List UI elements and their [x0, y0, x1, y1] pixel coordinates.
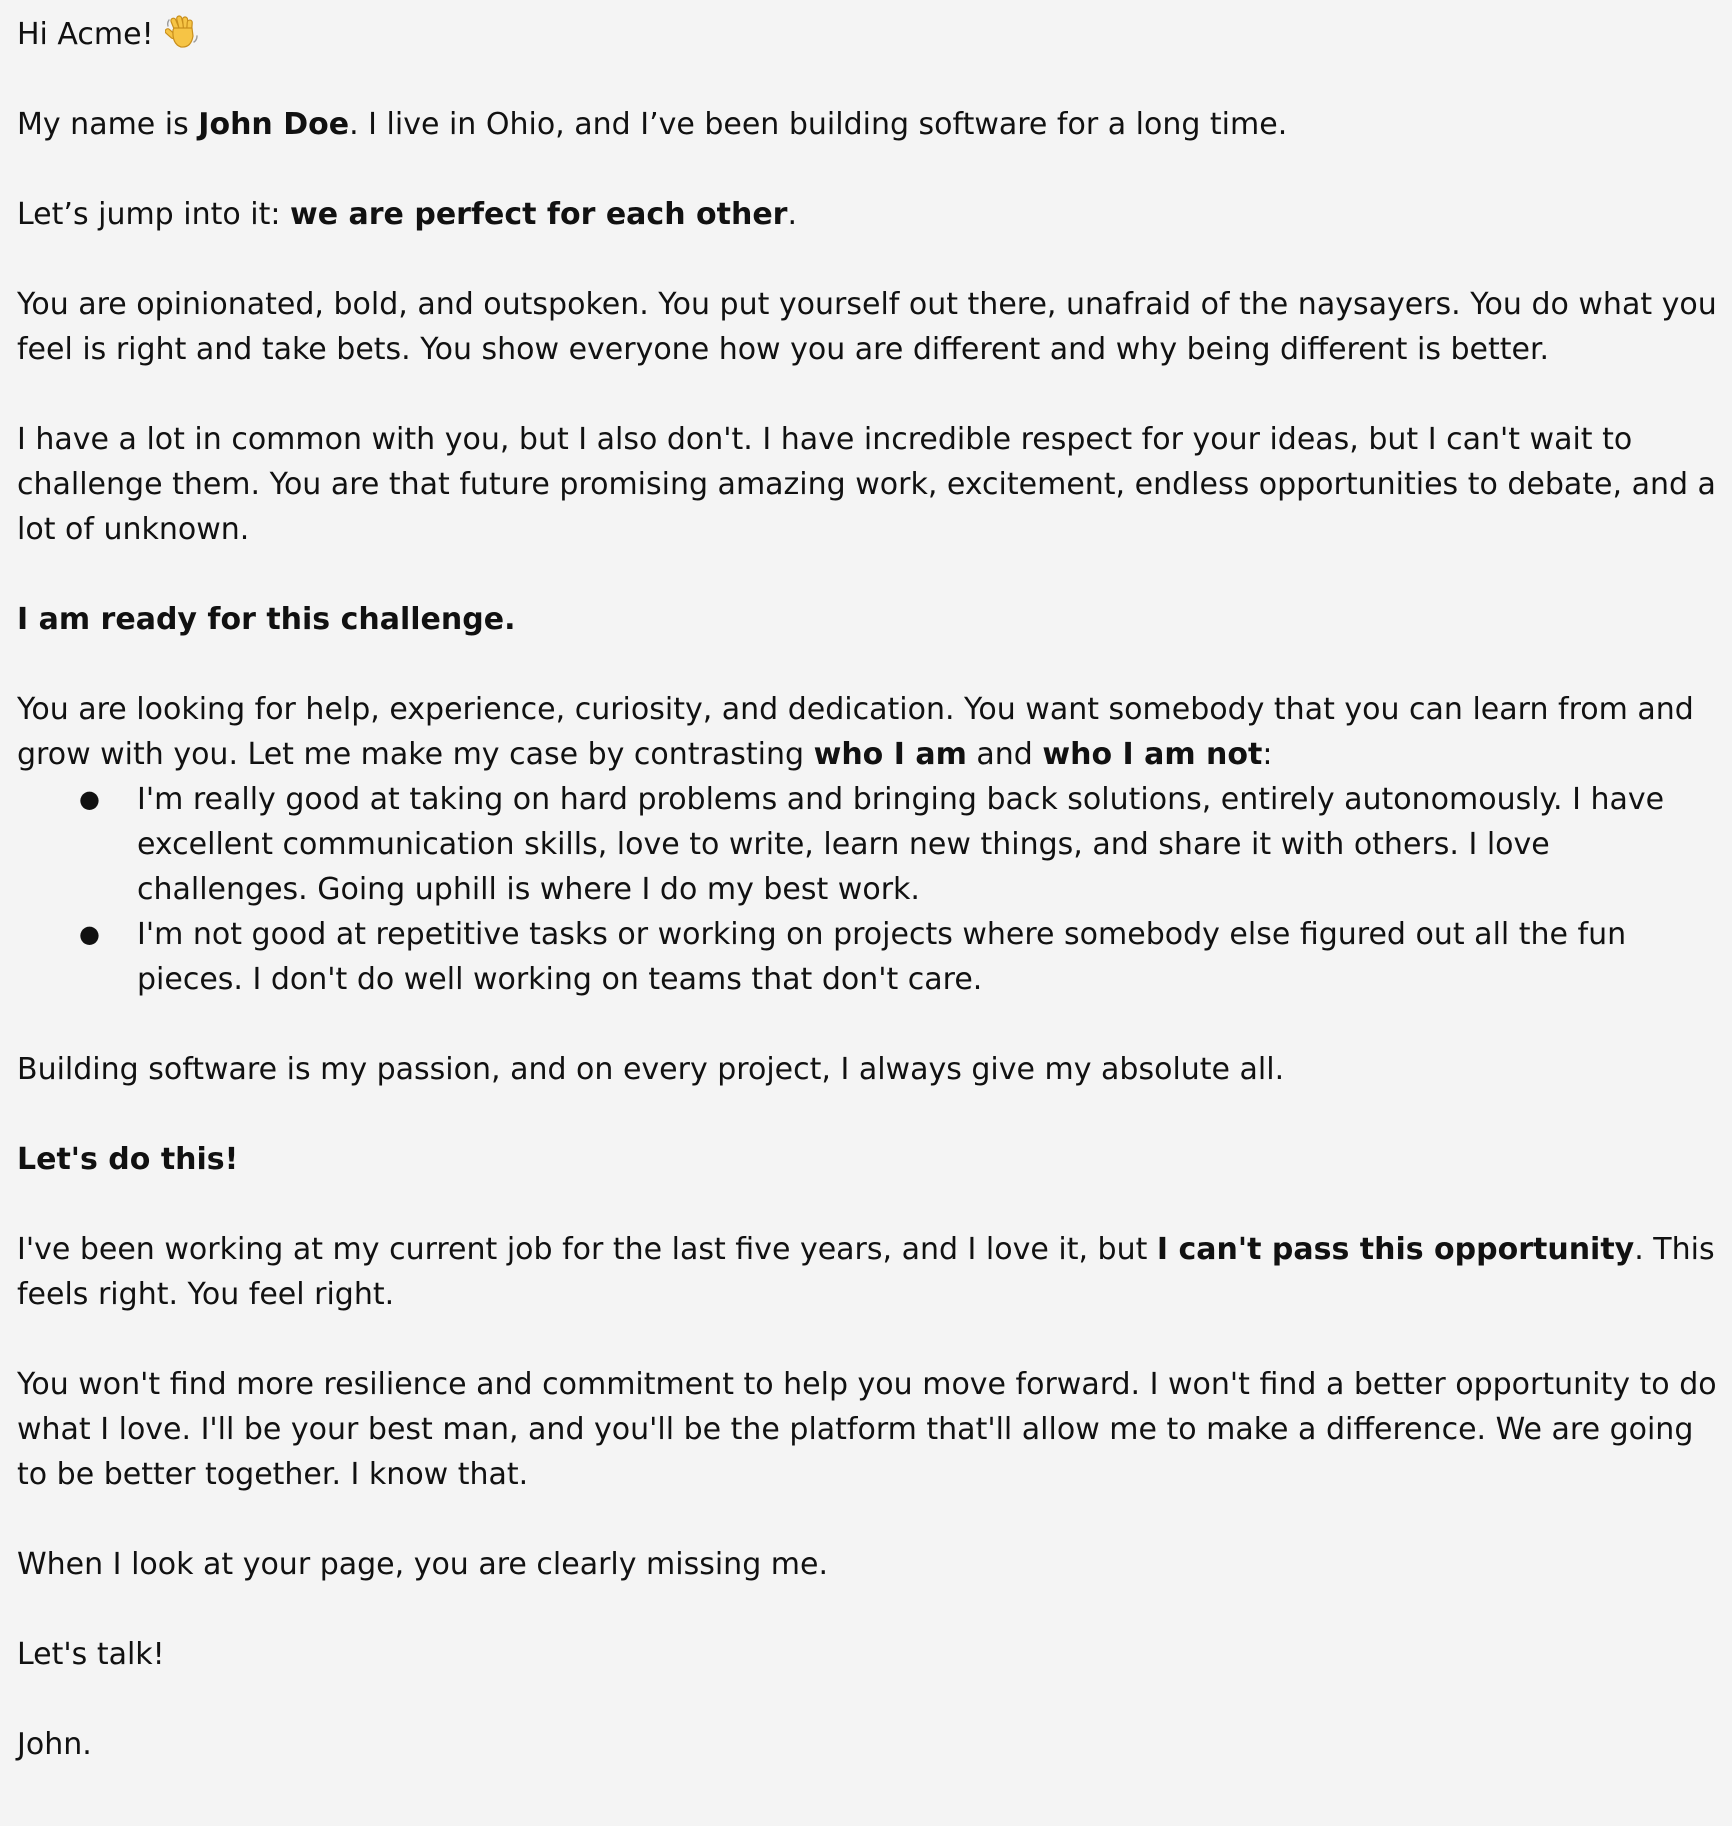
current-job-text: I've been working at my current job for the last five years, and I love it, but	[17, 1232, 1157, 1267]
intro-paragraph	[17, 102, 1727, 147]
looking-text-end: :	[1262, 737, 1273, 772]
current-job-paragraph	[17, 1227, 1727, 1317]
jump-paragraph	[17, 192, 1727, 237]
talk-paragraph: Let's talk!	[17, 1637, 165, 1672]
greeting-text: Hi Acme!	[17, 17, 164, 52]
letter-body	[17, 12, 1727, 1767]
waving-hand-icon	[165, 14, 199, 50]
resilience-paragraph: You won't find more resilience and commitment to help you move forward. I won't find a better opportunity to do what I love. I'll be your best man, and you'll be the platform that'll allow me to make a difference. We are going to be better together. I know that.	[17, 1367, 1717, 1492]
looking-text-mid: and	[966, 737, 1043, 772]
jump-text: Let’s jump into it:	[17, 197, 291, 232]
opinionated-paragraph: You are opinionated, bold, and outspoken. You put yourself out there, unafraid of the naysayers. You do what you feel is right and take bets. You show everyone how you are different and why being different is better.	[17, 287, 1717, 367]
list-item-text: I'm not good at repetitive tasks or working on projects where somebody else figured out all the fun pieces. I don't do well working on teams that don't care.	[137, 917, 1627, 997]
passion-paragraph: Building software is my passion, and on every project, I always give my absolute all.	[17, 1052, 1285, 1087]
list-item	[17, 912, 1697, 1002]
ready-heading	[17, 597, 1727, 642]
bullet-marker: ●	[79, 920, 100, 948]
lets-do-text: Let's do this!	[17, 1142, 239, 1177]
list-item	[17, 777, 1697, 912]
bullet-marker: ●	[79, 785, 100, 813]
current-job-emphasis: I can't pass this opportunity	[1156, 1232, 1635, 1267]
missing-paragraph: When I look at your page, you are clearly missing me.	[17, 1547, 828, 1582]
jump-emphasis: we are perfect for each other	[290, 197, 788, 232]
intro-text: My name is	[17, 107, 199, 142]
looking-paragraph	[17, 687, 1727, 777]
lets-do-heading	[17, 1137, 1727, 1182]
looking-text: You are looking for help, experience, curiosity, and dedication. You want somebody that you can learn from and grow with you. Let me make my case by contrasting	[17, 692, 1694, 772]
current-job-text-end: . This feels right. You feel right.	[17, 1232, 1715, 1312]
common-paragraph: I have a lot in common with you, but I also don't. I have incredible respect for your ideas, but I can't wait to challenge them. You are that future promising amazing work, excitement, endless opportunities to debate, and a lot of unknown.	[17, 422, 1716, 547]
contrast-list	[17, 777, 1727, 1002]
intro-name: John Doe	[198, 107, 350, 142]
greeting-line	[17, 12, 1727, 57]
looking-emphasis-who-i-am-not: who I am not	[1042, 737, 1263, 772]
signoff: John.	[17, 1727, 92, 1762]
list-item-text: I'm really good at taking on hard problems and bringing back solutions, entirely autonomously. I have excellent communication skills, love to write, learn new things, and share it with others. I love challenges. Going uphill is where I do my best work.	[137, 782, 1665, 907]
intro-text-end: . I live in Ohio, and I’ve been building software for a long time.	[349, 107, 1288, 142]
ready-text: I am ready for this challenge.	[17, 602, 516, 637]
looking-emphasis-who-i-am: who I am	[813, 737, 967, 772]
jump-text-end: .	[787, 197, 798, 232]
